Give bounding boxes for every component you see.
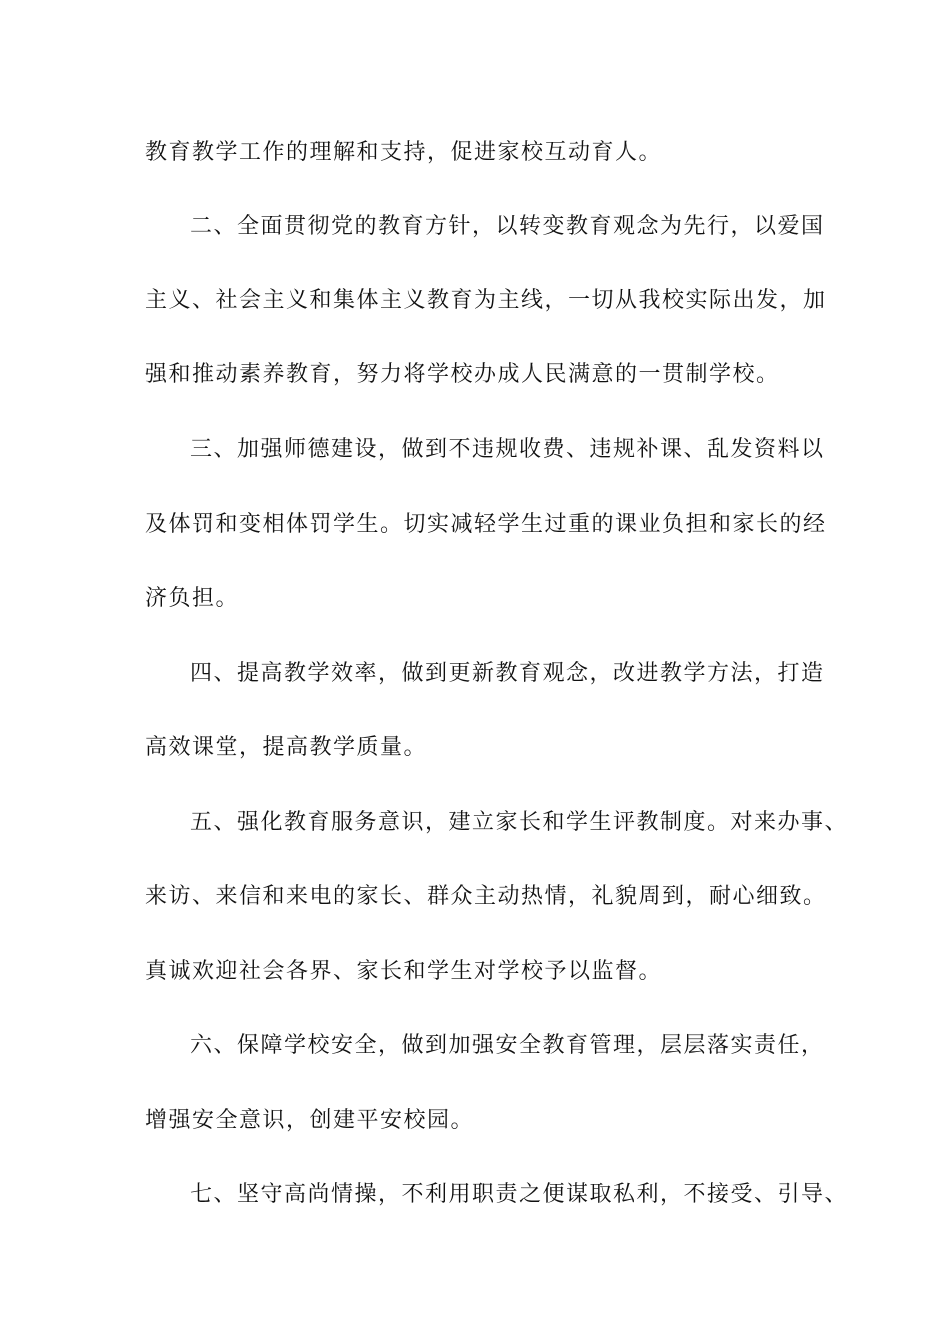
text-line: 高效课堂，提高教学质量。 [145, 735, 428, 760]
text-line: 真诚欢迎社会各界、家长和学生对学校予以监督。 [145, 959, 663, 984]
text-line: 及体罚和变相体罚学生。切实减轻学生过重的课业负担和家长的经 [145, 512, 827, 537]
text-line: 主义、社会主义和集体主义教育为主线，一切从我校实际出发，加 [145, 288, 827, 313]
text-line: 教育教学工作的理解和支持，促进家校互动育人。 [145, 140, 663, 165]
text-line: 六、保障学校安全，做到加强安全教育管理，层层落实责任， [190, 1033, 825, 1058]
text-line: 增强安全意识，创建平安校园。 [145, 1108, 475, 1133]
text-line: 济负担。 [145, 586, 240, 611]
text-line: 四、提高教学效率，做到更新教育观念，改进教学方法，打造 [190, 661, 825, 686]
text-line: 二、全面贯彻党的教育方针，以转变教育观念为先行，以爱国 [190, 214, 825, 239]
text-line: 强和推动素养教育，努力将学校办成人民满意的一贯制学校。 [145, 362, 780, 387]
text-line: 七、坚守高尚情操，不利用职责之便谋取私利，不接受、引导、 [190, 1182, 849, 1207]
text-line: 三、加强师德建设，做到不违规收费、违规补课、乱发资料以 [190, 437, 825, 462]
text-line: 五、强化教育服务意识，建立家长和学生评教制度。对来办事、 [190, 810, 849, 835]
text-line: 来访、来信和来电的家长、群众主动热情，礼貌周到，耐心细致。 [145, 884, 827, 909]
